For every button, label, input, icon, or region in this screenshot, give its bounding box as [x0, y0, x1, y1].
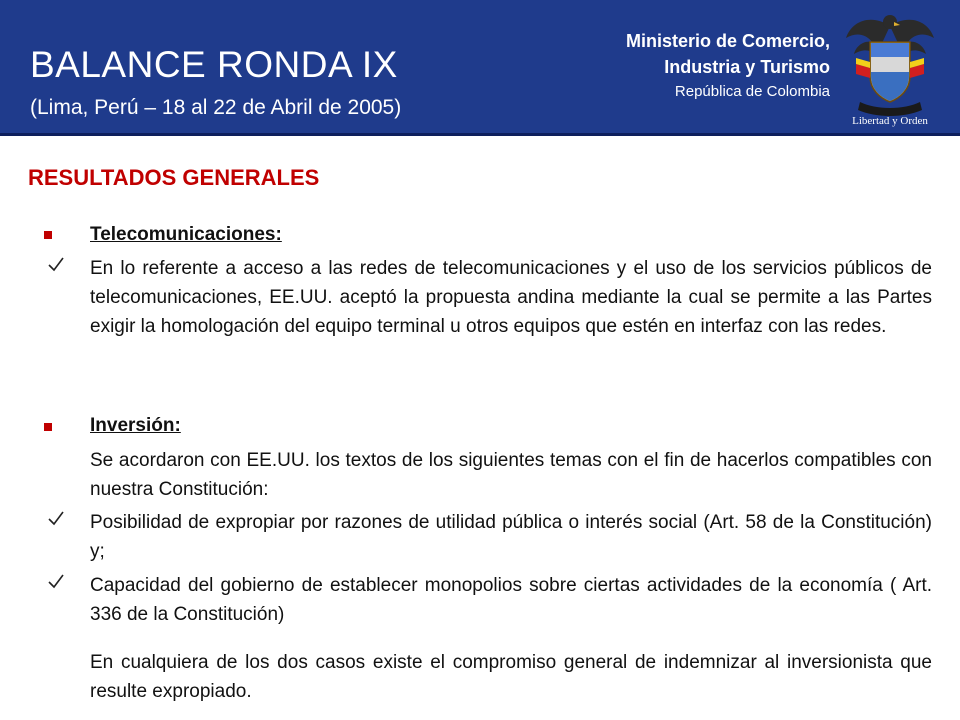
page-subtitle: (Lima, Perú – 18 al 22 de Abril de 2005) [30, 96, 402, 119]
checkmark-icon [46, 255, 66, 275]
section-title: RESULTADOS GENERALES [28, 165, 320, 190]
investment-heading [90, 411, 932, 440]
telecom-paragraph: En lo referente a acceso a las redes de telecomunicaciones y el uso de los servicios públicos de telecomunicaciones, EE.UU. aceptó la propuesta andina mediante la cual se permite a las Partes exigir la homologación del equipo terminal u otros equipos que estén en interfaz con las redes. [90, 258, 932, 337]
investment-item-1: Posibilidad de expropiar por razones de utilidad pública o interés social (Art. 58 de la Constitución) y; [90, 512, 932, 562]
coat-of-arms-icon [842, 6, 938, 130]
ministry-block [626, 28, 830, 104]
seal-motto-label: Libertad y Orden [852, 115, 928, 127]
investment-item-2: Capacidad del gobierno de establecer monopolios sobre ciertas actividades de la economía ( Art. 336 de la Constitución) [90, 575, 932, 625]
telecom-heading [90, 220, 932, 249]
header-banner [0, 0, 960, 136]
page-title: BALANCE RONDA IX [30, 44, 398, 85]
checkmark-icon [46, 572, 66, 592]
investment-heading-text: Inversión: [90, 415, 181, 436]
ministry-line-1: Ministerio de Comercio, [625, 31, 830, 51]
checkmark-icon [46, 509, 66, 529]
ministry-line-2: Industria y Turismo [664, 57, 830, 77]
ministry-line-3: República de Colombia [674, 83, 830, 100]
investment-intro: Se acordaron con EE.UU. los textos de los siguientes temas con el fin de hacerlos compatibles con nuestra Constitución: [90, 450, 932, 500]
telecom-heading-text: Telecomunicaciones: [90, 224, 282, 245]
investment-closing: En cualquiera de los dos casos existe el compromiso general de indemnizar al inversionista que resulte expropiado. [90, 652, 932, 702]
square-bullet-icon [44, 231, 52, 239]
square-bullet-icon [44, 423, 52, 431]
